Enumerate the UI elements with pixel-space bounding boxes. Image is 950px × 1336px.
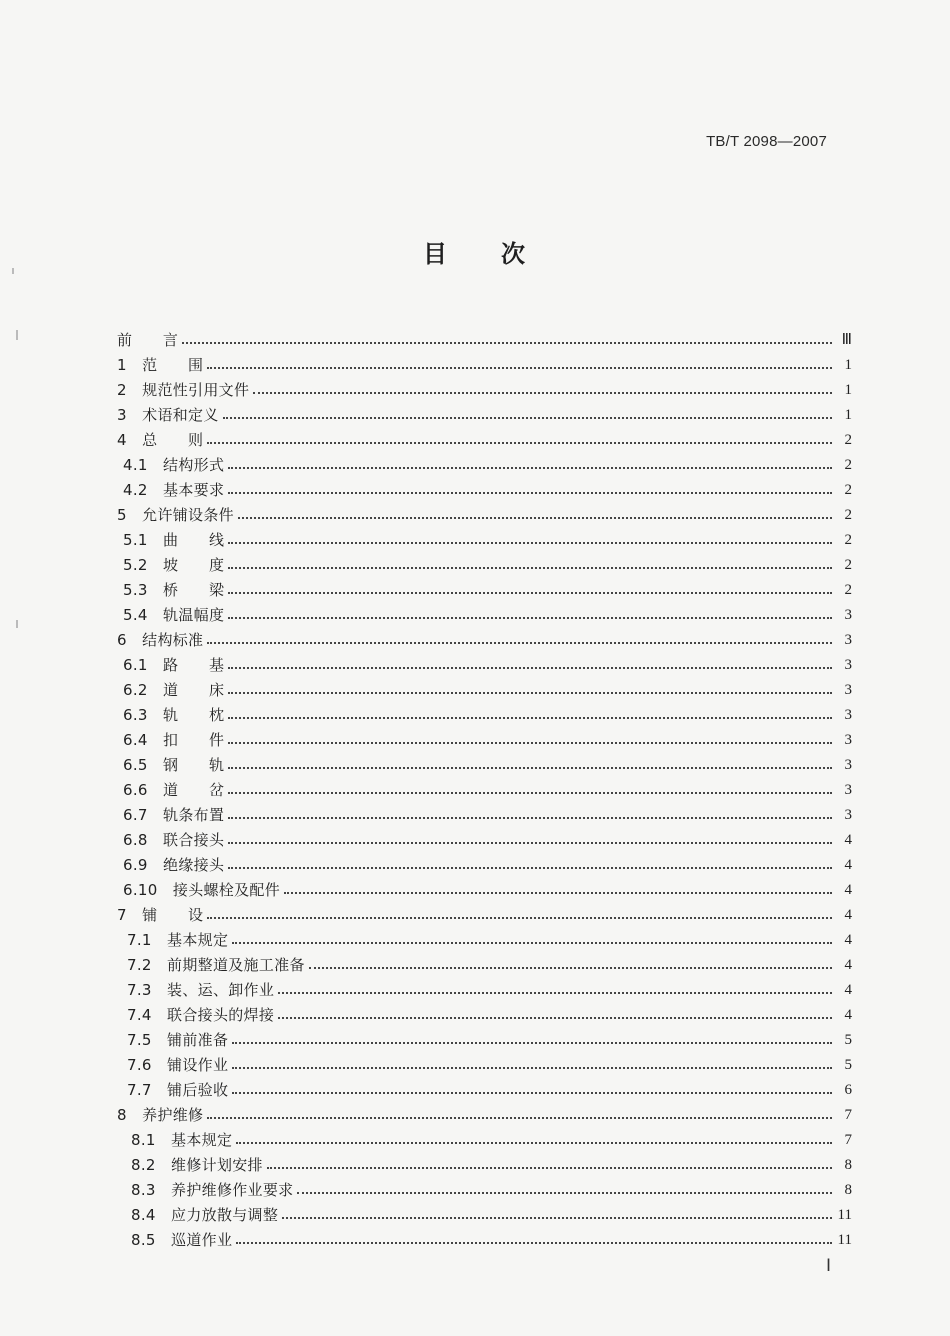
toc-entry-label: 5.3 桥 梁 [117, 578, 228, 603]
toc-leader-dots [228, 467, 832, 469]
toc-entry-label: 5.2 坡 度 [117, 553, 228, 578]
toc-entry[interactable] [117, 1128, 852, 1153]
toc-entry-label: 8.2 维修计划安排 [117, 1153, 267, 1178]
toc-title: 目 次 [423, 240, 527, 268]
toc-entry[interactable] [117, 703, 852, 728]
toc-entry-label: 6 结构标准 [117, 628, 207, 653]
toc-leader-dots [278, 992, 832, 994]
toc-entry-page: 3 [832, 678, 852, 703]
toc-entry-page: 7 [832, 1128, 852, 1153]
toc-entry[interactable] [117, 378, 852, 403]
toc-leader-dots [207, 917, 832, 919]
toc-entry[interactable] [117, 1078, 852, 1103]
toc-leader-dots [278, 1017, 832, 1019]
toc-entry-label: 8.4 应力放散与调整 [117, 1203, 282, 1228]
toc-leader-dots [223, 417, 832, 419]
toc-entry[interactable] [117, 978, 852, 1003]
toc-entry-page: 4 [832, 953, 852, 978]
toc-entry[interactable] [117, 778, 852, 803]
toc-entry-page: 4 [832, 978, 852, 1003]
toc-entry[interactable] [117, 628, 852, 653]
toc-entry-page: 4 [832, 828, 852, 853]
toc-entry[interactable] [117, 1178, 852, 1203]
scan-margin-mark [16, 330, 18, 340]
toc-leader-dots [228, 867, 832, 869]
toc-entry-page: 3 [832, 803, 852, 828]
toc-entry[interactable] [117, 853, 852, 878]
scan-margin-mark [16, 620, 18, 628]
toc-leader-dots [282, 1217, 831, 1219]
toc-leader-dots [297, 1192, 832, 1194]
toc-leader-dots [267, 1167, 832, 1169]
toc-leader-dots [228, 767, 832, 769]
toc-entry-page: 7 [832, 1103, 852, 1128]
toc-entry-label: 6.3 轨 枕 [117, 703, 228, 728]
toc-entry-page: 3 [832, 703, 852, 728]
toc-entry[interactable] [117, 803, 852, 828]
toc-entry-label: 6.1 路 基 [117, 653, 228, 678]
toc-entry[interactable] [117, 1228, 852, 1253]
toc-entry-page: 4 [832, 1003, 852, 1028]
toc-leader-dots [228, 742, 832, 744]
toc-entry-page: 2 [832, 478, 852, 503]
toc-entry[interactable] [117, 678, 852, 703]
toc-leader-dots [228, 817, 832, 819]
toc-entry-page: 4 [832, 928, 852, 953]
toc-entry[interactable] [117, 1053, 852, 1078]
toc-entry-page: 6 [832, 1078, 852, 1103]
toc-leader-dots [232, 1042, 832, 1044]
toc-entry-page: 2 [832, 453, 852, 478]
toc-entry-label: 1 范 围 [117, 353, 207, 378]
toc-entry-label: 7.1 基本规定 [117, 928, 232, 953]
toc-entry[interactable] [117, 878, 852, 903]
toc-leader-dots [228, 492, 832, 494]
toc-entry-page: 11 [832, 1228, 852, 1253]
toc-leader-dots [309, 967, 832, 969]
toc-leader-dots [253, 392, 832, 394]
toc-entry-label: 4 总 则 [117, 428, 207, 453]
toc-entry-label: 6.4 扣 件 [117, 728, 228, 753]
toc-leader-dots [228, 542, 832, 544]
toc-entry[interactable] [117, 478, 852, 503]
toc-entry-page: 4 [832, 878, 852, 903]
toc-entry-page: 4 [832, 853, 852, 878]
toc-entry-label: 4.2 基本要求 [117, 478, 228, 503]
toc-entry-page: 2 [832, 503, 852, 528]
toc-leader-dots [232, 1067, 832, 1069]
toc-leader-dots [232, 1092, 832, 1094]
toc-entry-page: 8 [832, 1178, 852, 1203]
toc-entry[interactable] [117, 953, 852, 978]
toc-entry-page: 5 [832, 1028, 852, 1053]
toc-entry[interactable] [117, 603, 852, 628]
toc-entry-page: Ⅲ [832, 328, 852, 353]
toc-entry-label: 6.2 道 床 [117, 678, 228, 703]
toc-leader-dots [207, 1117, 832, 1119]
toc-entry[interactable] [117, 553, 852, 578]
toc-entry-label: 4.1 结构形式 [117, 453, 228, 478]
toc-entry-label: 8.5 巡道作业 [117, 1228, 236, 1253]
table-of-contents [117, 328, 852, 1253]
toc-entry[interactable] [117, 1028, 852, 1053]
toc-leader-dots [284, 892, 832, 894]
toc-entry-label: 6.9 绝缘接头 [117, 853, 228, 878]
toc-entry-label: 8.1 基本规定 [117, 1128, 236, 1153]
toc-entry[interactable] [117, 928, 852, 953]
toc-entry-label: 6.6 道 岔 [117, 778, 228, 803]
toc-entry[interactable] [117, 903, 852, 928]
toc-entry-page: 3 [832, 753, 852, 778]
toc-entry-label: 7.4 联合接头的焊接 [117, 1003, 278, 1028]
toc-entry[interactable] [117, 1103, 852, 1128]
toc-entry[interactable] [117, 503, 852, 528]
toc-entry[interactable] [117, 828, 852, 853]
toc-entry-label: 6.5 钢 轨 [117, 753, 228, 778]
toc-entry-label: 7.2 前期整道及施工准备 [117, 953, 309, 978]
toc-leader-dots [207, 367, 832, 369]
toc-entry[interactable] [117, 428, 852, 453]
toc-leader-dots [228, 617, 832, 619]
toc-entry-page: 5 [832, 1053, 852, 1078]
toc-entry-label: 5 允许铺设条件 [117, 503, 238, 528]
toc-entry[interactable] [117, 453, 852, 478]
toc-entry[interactable] [117, 728, 852, 753]
toc-entry-label: 5.1 曲 线 [117, 528, 228, 553]
toc-entry-page: 2 [832, 428, 852, 453]
toc-entry[interactable] [117, 328, 852, 353]
toc-entry-page: 1 [832, 378, 852, 403]
toc-leader-dots [228, 842, 832, 844]
standard-code: TB/T 2098—2007 [706, 133, 827, 150]
toc-entry[interactable] [117, 1153, 852, 1178]
toc-entry-label: 7.7 铺后验收 [117, 1078, 232, 1103]
toc-entry-label: 5.4 轨温幅度 [117, 603, 228, 628]
toc-leader-dots [207, 642, 832, 644]
toc-entry[interactable] [117, 578, 852, 603]
toc-entry-label: 6.8 联合接头 [117, 828, 228, 853]
toc-entry-label: 6.7 轨条布置 [117, 803, 228, 828]
toc-entry-page: 1 [832, 403, 852, 428]
toc-entry-page: 11 [832, 1203, 852, 1228]
toc-entry[interactable] [117, 753, 852, 778]
toc-entry-page: 2 [832, 578, 852, 603]
toc-entry[interactable] [117, 403, 852, 428]
toc-entry-page: 1 [832, 353, 852, 378]
toc-entry-page: 2 [832, 553, 852, 578]
toc-entry-label: 7.5 铺前准备 [117, 1028, 232, 1053]
toc-leader-dots [238, 517, 832, 519]
toc-entry-label: 3 术语和定义 [117, 403, 223, 428]
toc-entry-page: 3 [832, 603, 852, 628]
toc-leader-dots [228, 692, 832, 694]
toc-leader-dots [228, 592, 832, 594]
toc-leader-dots [236, 1142, 832, 1144]
toc-entry[interactable] [117, 353, 852, 378]
toc-leader-dots [228, 717, 832, 719]
toc-entry-page: 4 [832, 903, 852, 928]
toc-entry-label: 8.3 养护维修作业要求 [117, 1178, 297, 1203]
toc-entry[interactable] [117, 528, 852, 553]
toc-leader-dots [228, 567, 832, 569]
page-number: Ⅰ [826, 1256, 832, 1275]
toc-leader-dots [228, 792, 832, 794]
toc-entry-label: 7.3 装、运、卸作业 [117, 978, 278, 1003]
toc-entry-page: 3 [832, 653, 852, 678]
toc-entry[interactable] [117, 1203, 852, 1228]
toc-leader-dots [232, 942, 832, 944]
toc-entry[interactable] [117, 653, 852, 678]
toc-entry-page: 8 [832, 1153, 852, 1178]
toc-leader-dots [236, 1242, 831, 1244]
toc-entry-page: 3 [832, 728, 852, 753]
toc-entry-page: 2 [832, 528, 852, 553]
toc-entry[interactable] [117, 1003, 852, 1028]
toc-leader-dots [228, 667, 832, 669]
toc-leader-dots [182, 342, 832, 344]
toc-entry-label: 前 言 [117, 328, 182, 353]
toc-entry-label: 7 铺 设 [117, 903, 207, 928]
toc-leader-dots [207, 442, 832, 444]
toc-entry-page: 3 [832, 778, 852, 803]
toc-entry-label: 2 规范性引用文件 [117, 378, 253, 403]
toc-entry-page: 3 [832, 628, 852, 653]
toc-entry-label: 8 养护维修 [117, 1103, 207, 1128]
toc-entry-label: 6.10 接头螺栓及配件 [117, 878, 284, 903]
toc-entry-label: 7.6 铺设作业 [117, 1053, 232, 1078]
